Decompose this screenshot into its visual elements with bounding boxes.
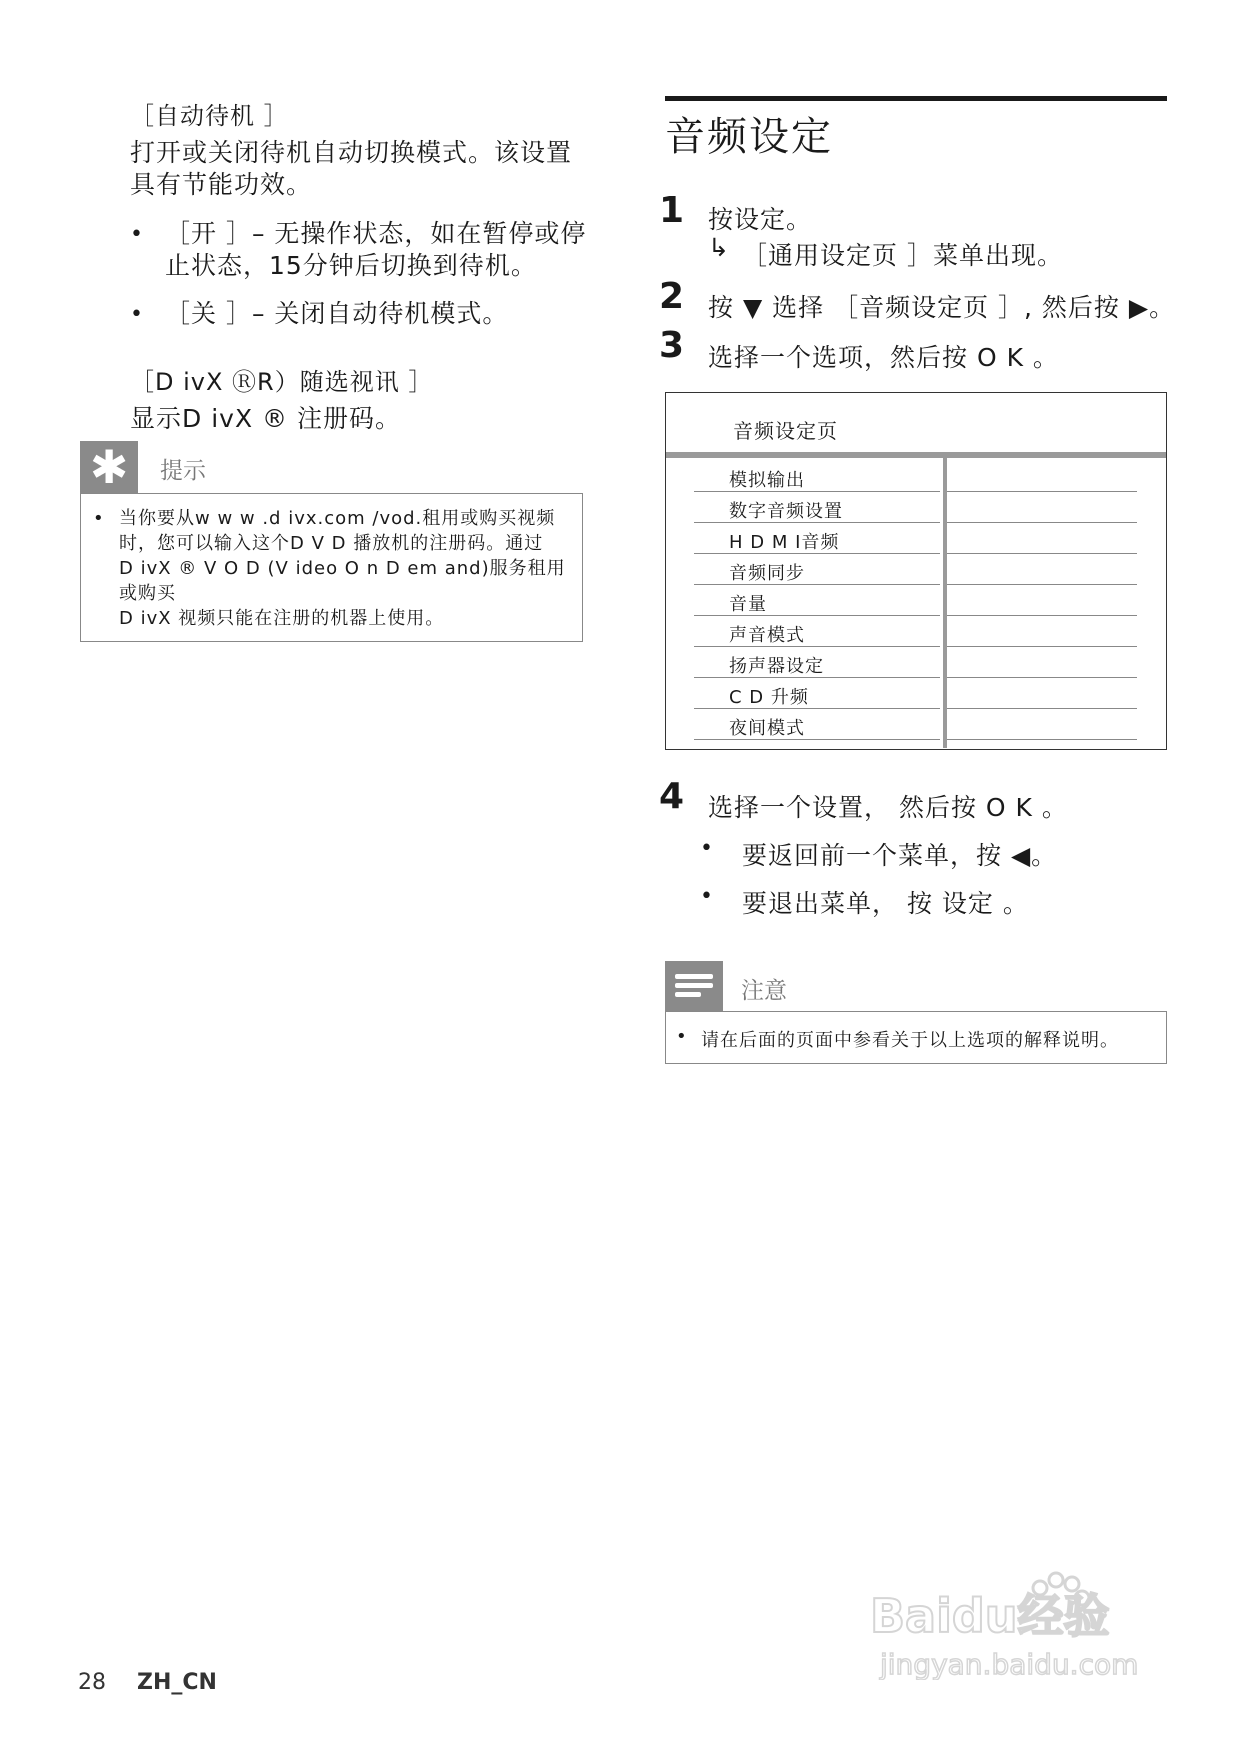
bullet-dot: •	[700, 836, 713, 861]
baidu-jingyan-watermark-logo	[870, 1570, 1170, 1680]
bullet-off: ［关 ］– 关闭自动待机模式。	[165, 299, 509, 328]
menu-item-label: H D M I音频	[729, 532, 840, 553]
step-4-bullet-exit: 要退出菜单， 按 设定 。	[742, 889, 1029, 918]
step-2-text: 按 ▼ 选择 ［音频设定页 ］, 然后按 ▶。	[708, 293, 1176, 322]
step-3-text: 选择一个选项，然后按 O K 。	[708, 343, 1059, 372]
return-arrow-icon: ↳	[708, 233, 730, 262]
bullet-on-line-1: ［开 ］– 无操作状态，如在暂停或停	[165, 219, 587, 248]
step-1-text: 按设定。	[708, 205, 813, 234]
menu-item-label: 模拟输出	[729, 470, 805, 491]
note-lines-icon	[665, 961, 723, 1011]
tip-body	[80, 493, 583, 642]
menu-item-label: 夜间模式	[729, 718, 805, 739]
menu-item-label: 声音模式	[729, 625, 805, 646]
menu-item-digital-audio[interactable]	[694, 492, 1137, 523]
bullet-dot: •	[676, 1026, 687, 1047]
svg-text:jingyan.baidu.com: jingyan.baidu.com	[880, 1648, 1139, 1680]
tip-line: 时，您可以输入这个D V D 播放机的注册码。通过	[119, 533, 544, 554]
menu-item-cd-upsampling[interactable]	[694, 678, 1137, 709]
menu-item-volume[interactable]	[694, 585, 1137, 616]
menu-item-speaker-setup[interactable]	[694, 647, 1137, 678]
step-4-number: 4	[659, 776, 685, 817]
divx-title: ［D ivX ⓇR）随选视讯 ］	[130, 368, 434, 396]
bullet-dot: •	[93, 508, 104, 529]
step-4-text: 选择一个设置， 然后按 O K 。	[708, 793, 1068, 822]
menu-item-label: 数字音频设置	[729, 501, 843, 522]
tip-line: D ivX 视频只能在注册的机器上使用。	[119, 608, 445, 629]
bullet-dot: •	[700, 884, 713, 909]
bullet-dot: •	[130, 302, 143, 327]
divx-desc: 显示D ivX ® 注册码。	[130, 404, 401, 433]
menu-title: 音频设定页	[733, 419, 838, 443]
audio-setup-menu	[665, 392, 1167, 750]
step-4-bullet-back: 要返回前一个菜单，按 ◀。	[742, 841, 1058, 870]
menu-separator	[666, 452, 1166, 458]
menu-item-label: 扬声器设定	[729, 656, 824, 677]
section-title: 音频设定	[665, 114, 833, 160]
menu-item-label: 音频同步	[729, 563, 805, 584]
bullet-dot: •	[130, 222, 143, 247]
step-3-number: 3	[659, 325, 685, 366]
asterisk-icon: ✱	[80, 441, 138, 493]
note-body	[665, 1011, 1167, 1064]
svg-text:Baidu经验: Baidu经验	[870, 1589, 1110, 1643]
auto-standby-title: ［自动待机 ］	[130, 102, 289, 130]
note-label: 注意	[741, 978, 787, 1004]
auto-standby-desc-line-1: 打开或关闭待机自动切换模式。该设置	[130, 138, 573, 167]
menu-item-night-mode[interactable]	[694, 709, 1137, 740]
step-1-number: 1	[659, 190, 685, 231]
menu-item-sound-mode[interactable]	[694, 616, 1137, 647]
tip-header	[80, 441, 583, 493]
menu-item-label: C D 升频	[729, 687, 809, 708]
menu-row-line	[694, 739, 940, 740]
menu-item-audio-sync[interactable]	[694, 554, 1137, 585]
language-code: ZH_CN	[137, 1670, 217, 1695]
menu-item-analog-output[interactable]	[694, 461, 1137, 492]
tip-line: 当你要从w w w .d ivx.com /vod.租用或购买视频	[119, 508, 556, 529]
step-1-sub: ［通用设定页 ］菜单出现。	[742, 241, 1063, 270]
tip-label: 提示	[160, 458, 206, 484]
menu-item-label: 音量	[729, 594, 767, 615]
menu-row-line	[947, 739, 1137, 740]
section-rule	[665, 96, 1167, 101]
note-text: 请在后面的页面中参看关于以上选项的解释说明。	[701, 1030, 1119, 1051]
menu-item-hdmi-audio[interactable]	[694, 523, 1137, 554]
tip-line: D ivX ® V O D (V ideo O n D em and)服务租用或购买	[119, 558, 566, 604]
tip-box	[80, 441, 583, 642]
auto-standby-desc-line-2: 具有节能功效。	[130, 170, 313, 199]
page-number: 28	[78, 1670, 106, 1695]
bullet-on-line-2: 止状态，15分钟后切换到待机。	[165, 251, 537, 280]
step-2-number: 2	[659, 276, 685, 317]
